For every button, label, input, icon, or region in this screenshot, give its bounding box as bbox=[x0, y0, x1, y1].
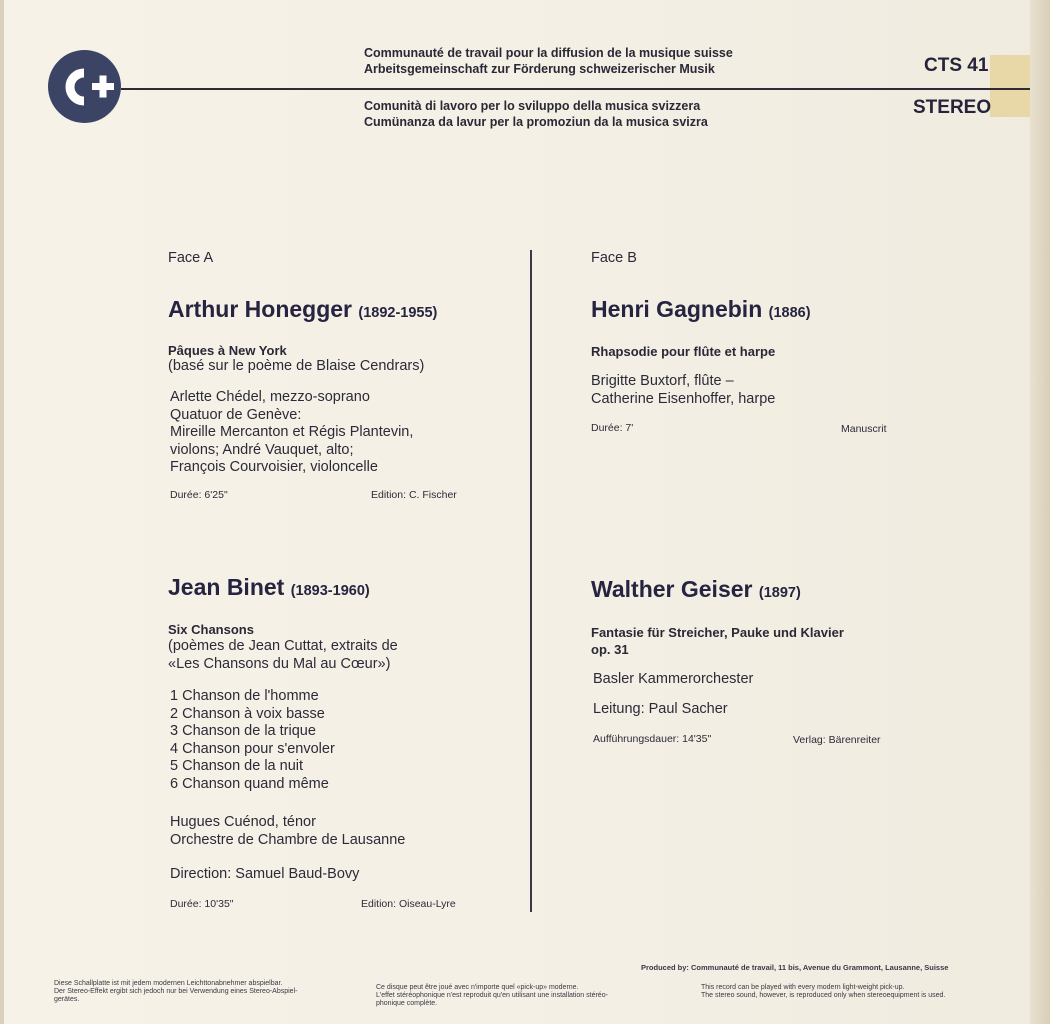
catalog-number: CTS 41 bbox=[924, 55, 989, 76]
performers-binet: Hugues Cuénod, ténor Orchestre de Chambre de Lausanne bbox=[170, 814, 406, 848]
work-description: (basé sur le poème de Blaise Cendrars) bbox=[168, 358, 425, 374]
work-title: Fantasie für Streicher, Pauke und Klavier op. 31 bbox=[591, 625, 844, 657]
composer-geiser bbox=[591, 576, 801, 603]
header-lines-bottom bbox=[364, 98, 708, 130]
performers-honegger: Arlette Chédel, mezzo-soprano Quatuor de Genève: Mireille Mercanton et Régis Plantevin, violons; André Vauquet, alto; François Courvoisier, violoncelle bbox=[170, 389, 414, 475]
stereo-label: STEREO bbox=[913, 97, 992, 118]
composer-years: (1897) bbox=[758, 585, 801, 601]
list-item: 4 Chanson pour s'envoler bbox=[170, 740, 335, 757]
composer-binet bbox=[168, 574, 370, 601]
tape-mark bbox=[990, 55, 1030, 117]
work-title: Six Chansons bbox=[168, 622, 254, 637]
list-item: 1 Chanson de l'homme bbox=[170, 688, 319, 704]
edition-binet: Edition: Oiseau-Lyre bbox=[361, 898, 456, 910]
right-edge bbox=[1030, 0, 1050, 1024]
header-line-german: Arbeitsgemeinschaft zur Förderung schweizerischer Musik bbox=[364, 62, 715, 76]
footer-french-note: Ce disque peut être joué avec n'importe quel «pick-up» moderne. L'effet stéréophonique n'est reproduit qu'en utilisant une installation stéréo- phonique complète. bbox=[376, 984, 608, 1007]
work-title: Pâques à New York bbox=[168, 343, 287, 358]
duration-geiser: Aufführungsdauer: 14'35" bbox=[593, 733, 712, 745]
song-list bbox=[170, 688, 335, 793]
footer-english-note: This record can be played with every modern light-weight pick-up. The stereo sound, however, is reproduced only when stereoequipment is used. bbox=[701, 984, 946, 999]
work-title: Rhapsodie pour flûte et harpe bbox=[591, 344, 776, 359]
orchestra-geiser: Basler Kammerorchester bbox=[593, 671, 754, 687]
direction-binet: Direction: Samuel Baud-Bovy bbox=[170, 866, 360, 882]
composer-name: Arthur Honegger bbox=[168, 296, 352, 322]
list-item: 3 Chanson de la trique bbox=[170, 723, 316, 739]
work-description: (poèmes de Jean Cuttat, extraits de «Les Chansons du Mal au Cœur») bbox=[168, 638, 398, 672]
c-plus-logo-icon bbox=[48, 50, 121, 123]
left-edge bbox=[0, 0, 4, 1024]
edition-gagnebin: Manuscrit bbox=[841, 423, 887, 435]
header-line-romansh: Cumünanza da lavur per la promoziun da la musica svizra bbox=[364, 115, 708, 129]
duration-gagnebin: Durée: 7' bbox=[591, 422, 634, 434]
conductor-geiser: Leitung: Paul Sacher bbox=[593, 701, 728, 717]
composer-name: Jean Binet bbox=[168, 574, 285, 600]
composer-years: (1893-1960) bbox=[290, 583, 370, 599]
composer-years: (1892-1955) bbox=[358, 305, 438, 321]
composer-name: Henri Gagnebin bbox=[591, 296, 763, 322]
composer-gagnebin bbox=[591, 296, 811, 323]
header-line-italian: Comunità di lavoro per lo sviluppo della musica svizzera bbox=[364, 99, 701, 113]
duration-honegger: Durée: 6'25" bbox=[170, 489, 228, 501]
column-divider bbox=[530, 250, 532, 912]
composer-honegger bbox=[168, 296, 437, 323]
producer-credit: Produced by: Communauté de travail, 11 bis, Avenue du Grammont, Lausanne, Suisse bbox=[641, 963, 949, 972]
performers-gagnebin: Brigitte Buxtorf, flûte – Catherine Eisenhoffer, harpe bbox=[591, 373, 776, 407]
composer-years: (1886) bbox=[768, 305, 811, 321]
face-a-label: Face A bbox=[168, 250, 214, 266]
duration-binet: Durée: 10'35" bbox=[170, 898, 234, 910]
header-lines-top bbox=[364, 45, 733, 77]
composer-name: Walther Geiser bbox=[591, 576, 753, 602]
list-item: 6 Chanson quand même bbox=[170, 775, 329, 792]
edition-geiser: Verlag: Bärenreiter bbox=[793, 734, 881, 746]
header-line-french: Communauté de travail pour la diffusion de la musique suisse bbox=[364, 46, 733, 60]
face-b-label: Face B bbox=[591, 250, 637, 266]
list-item: 2 Chanson à voix basse bbox=[170, 705, 325, 722]
list-item: 5 Chanson de la nuit bbox=[170, 758, 304, 774]
footer-german-note: Diese Schallplatte ist mit jedem modernen Leichttonabnehmer abspielbar. Der Stereo-Effekt ergibt sich jedoch nur bei Verwendung eines Stereo-Abspiel- gerätes. bbox=[54, 980, 298, 1003]
header-rule bbox=[121, 88, 1030, 90]
edition-honegger: Edition: C. Fischer bbox=[371, 489, 457, 501]
